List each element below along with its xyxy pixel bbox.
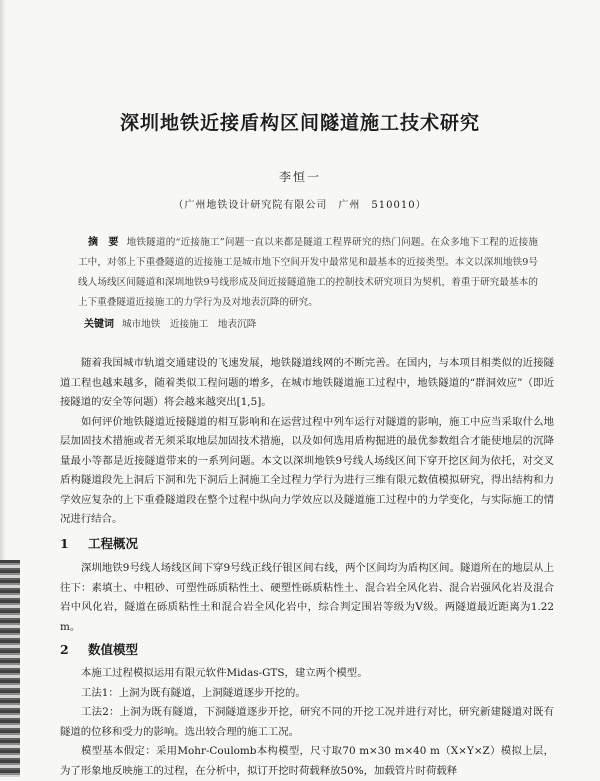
section-paragraph: 工法1：上洞为既有隧道，上洞隧道逐步开挖的。: [81, 686, 306, 699]
section-number: 2: [60, 642, 69, 657]
abstract-block: [78, 233, 538, 313]
author-name: 李恒一: [278, 170, 321, 184]
section-2-heading: [60, 640, 138, 658]
section-title: 工程概况: [88, 536, 139, 551]
section-paragraph: 本施工过程模拟运用有限元软件Midas-GTS，建立两个模型。: [81, 667, 368, 679]
section-paragraph: 深圳地铁9号线人场线区间下穿9号线正线仔银区间右线，两个区间均为盾构区间。隧道所在的地层从上往下：素填土、中粗砂、可塑性砾质粘性土、硬塑性砾质粘性土、混合岩全风化岩、混合岩强风化岩及混合岩中风化岩，隧道在砾质粘性土和混合岩全风化岩中，综合判定围岩等级为Ⅴ级。两隧道最近距离为1.22 m。: [60, 562, 554, 633]
section-number: 1: [60, 536, 69, 551]
abstract-text: 地铁隧道的“近接施工”问题一直以来都是隧道工程界研究的热门问题。在众多地下工程的近接施工中，对邻上下重叠隧道的近接施工是城市地下空间开发中最常见和最基本的近接类型。本文以深圳地铁9号线人场线区间隧道和深圳地铁9号线形成及间近接隧道施工的控制技术研究项目为契机，着重于研究最基本的上下重叠隧道近接施工的力学行为及对地表沉降的研究。: [78, 237, 538, 308]
section-paragraph: 模型基本假定：采用Mohr-Coulomb本构模型，尺寸取70 m×30 m×40 m（X×Y×Z）模拟上层，为了形象地反映施工的过程，在分析中，拟订开挖时荷载释放50%，加载管片时荷载释: [60, 745, 554, 777]
section-paragraph: 工法2：上洞为既有隧道，下洞隧道逐步开挖，研究不同的开挖工况并进行对比，研究新建隧道对既有隧道的位移和受力的影响。选出较合理的施工工况。: [60, 706, 554, 738]
keywords-block: [84, 315, 538, 330]
scan-binding-edge: [0, 560, 20, 777]
intro-paragraph: 如何评价地铁隧道近接隧道的相互影响和在运营过程中列车运行对隧道的影响，施工中应当采取什么地层加固技术措施或者无须采取地层加固技术措施，以及如何选用盾构掘进的最优参数组合才能使地层的沉降量最小等都是近接隧道带来的一系列问题。本文以深圳地铁9号线人场线区间下穿开挖区间为依托，对交叉盾构隧道段先上洞后下洞和先下洞后上洞施工全过程力学行为进行三维有限元数值模拟研究，得出结构和力学效应复杂的上下重叠隧道段在整个过程中纵向力学效应以及隧道施工过程中的力学变化，与实际施工的情况进行结合。: [60, 415, 554, 525]
intro-section: [60, 354, 554, 530]
author-affiliation: （广州地铁设计研究院有限公司 广州 510010）: [173, 200, 427, 211]
scan-edge-shadow: [0, 0, 6, 560]
paper-title: 深圳地铁近接盾构区间隧道施工技术研究: [119, 112, 480, 134]
keywords-text: 城市地铁 近接施工 地表沉降: [122, 319, 257, 330]
section-title: 数值模型: [88, 642, 139, 657]
keywords-label: 关键词: [84, 319, 114, 330]
intro-paragraph: 随着我国城市轨道交通建设的飞速发展，地铁隧道线网的不断完善。在国内，与本项目相类似的近接隧道工程也越来越多，随着类似工程问题的增多，在城市地铁隧道施工过程中，地铁隧道的“群洞效应”（即近接隧道的安全等问题）将会越来越突出[1,5]。: [60, 357, 554, 408]
section-1-body: [60, 559, 554, 637]
section-2-body: [60, 664, 554, 781]
abstract-label: 摘 要: [88, 237, 119, 248]
section-1-heading: [60, 534, 138, 552]
